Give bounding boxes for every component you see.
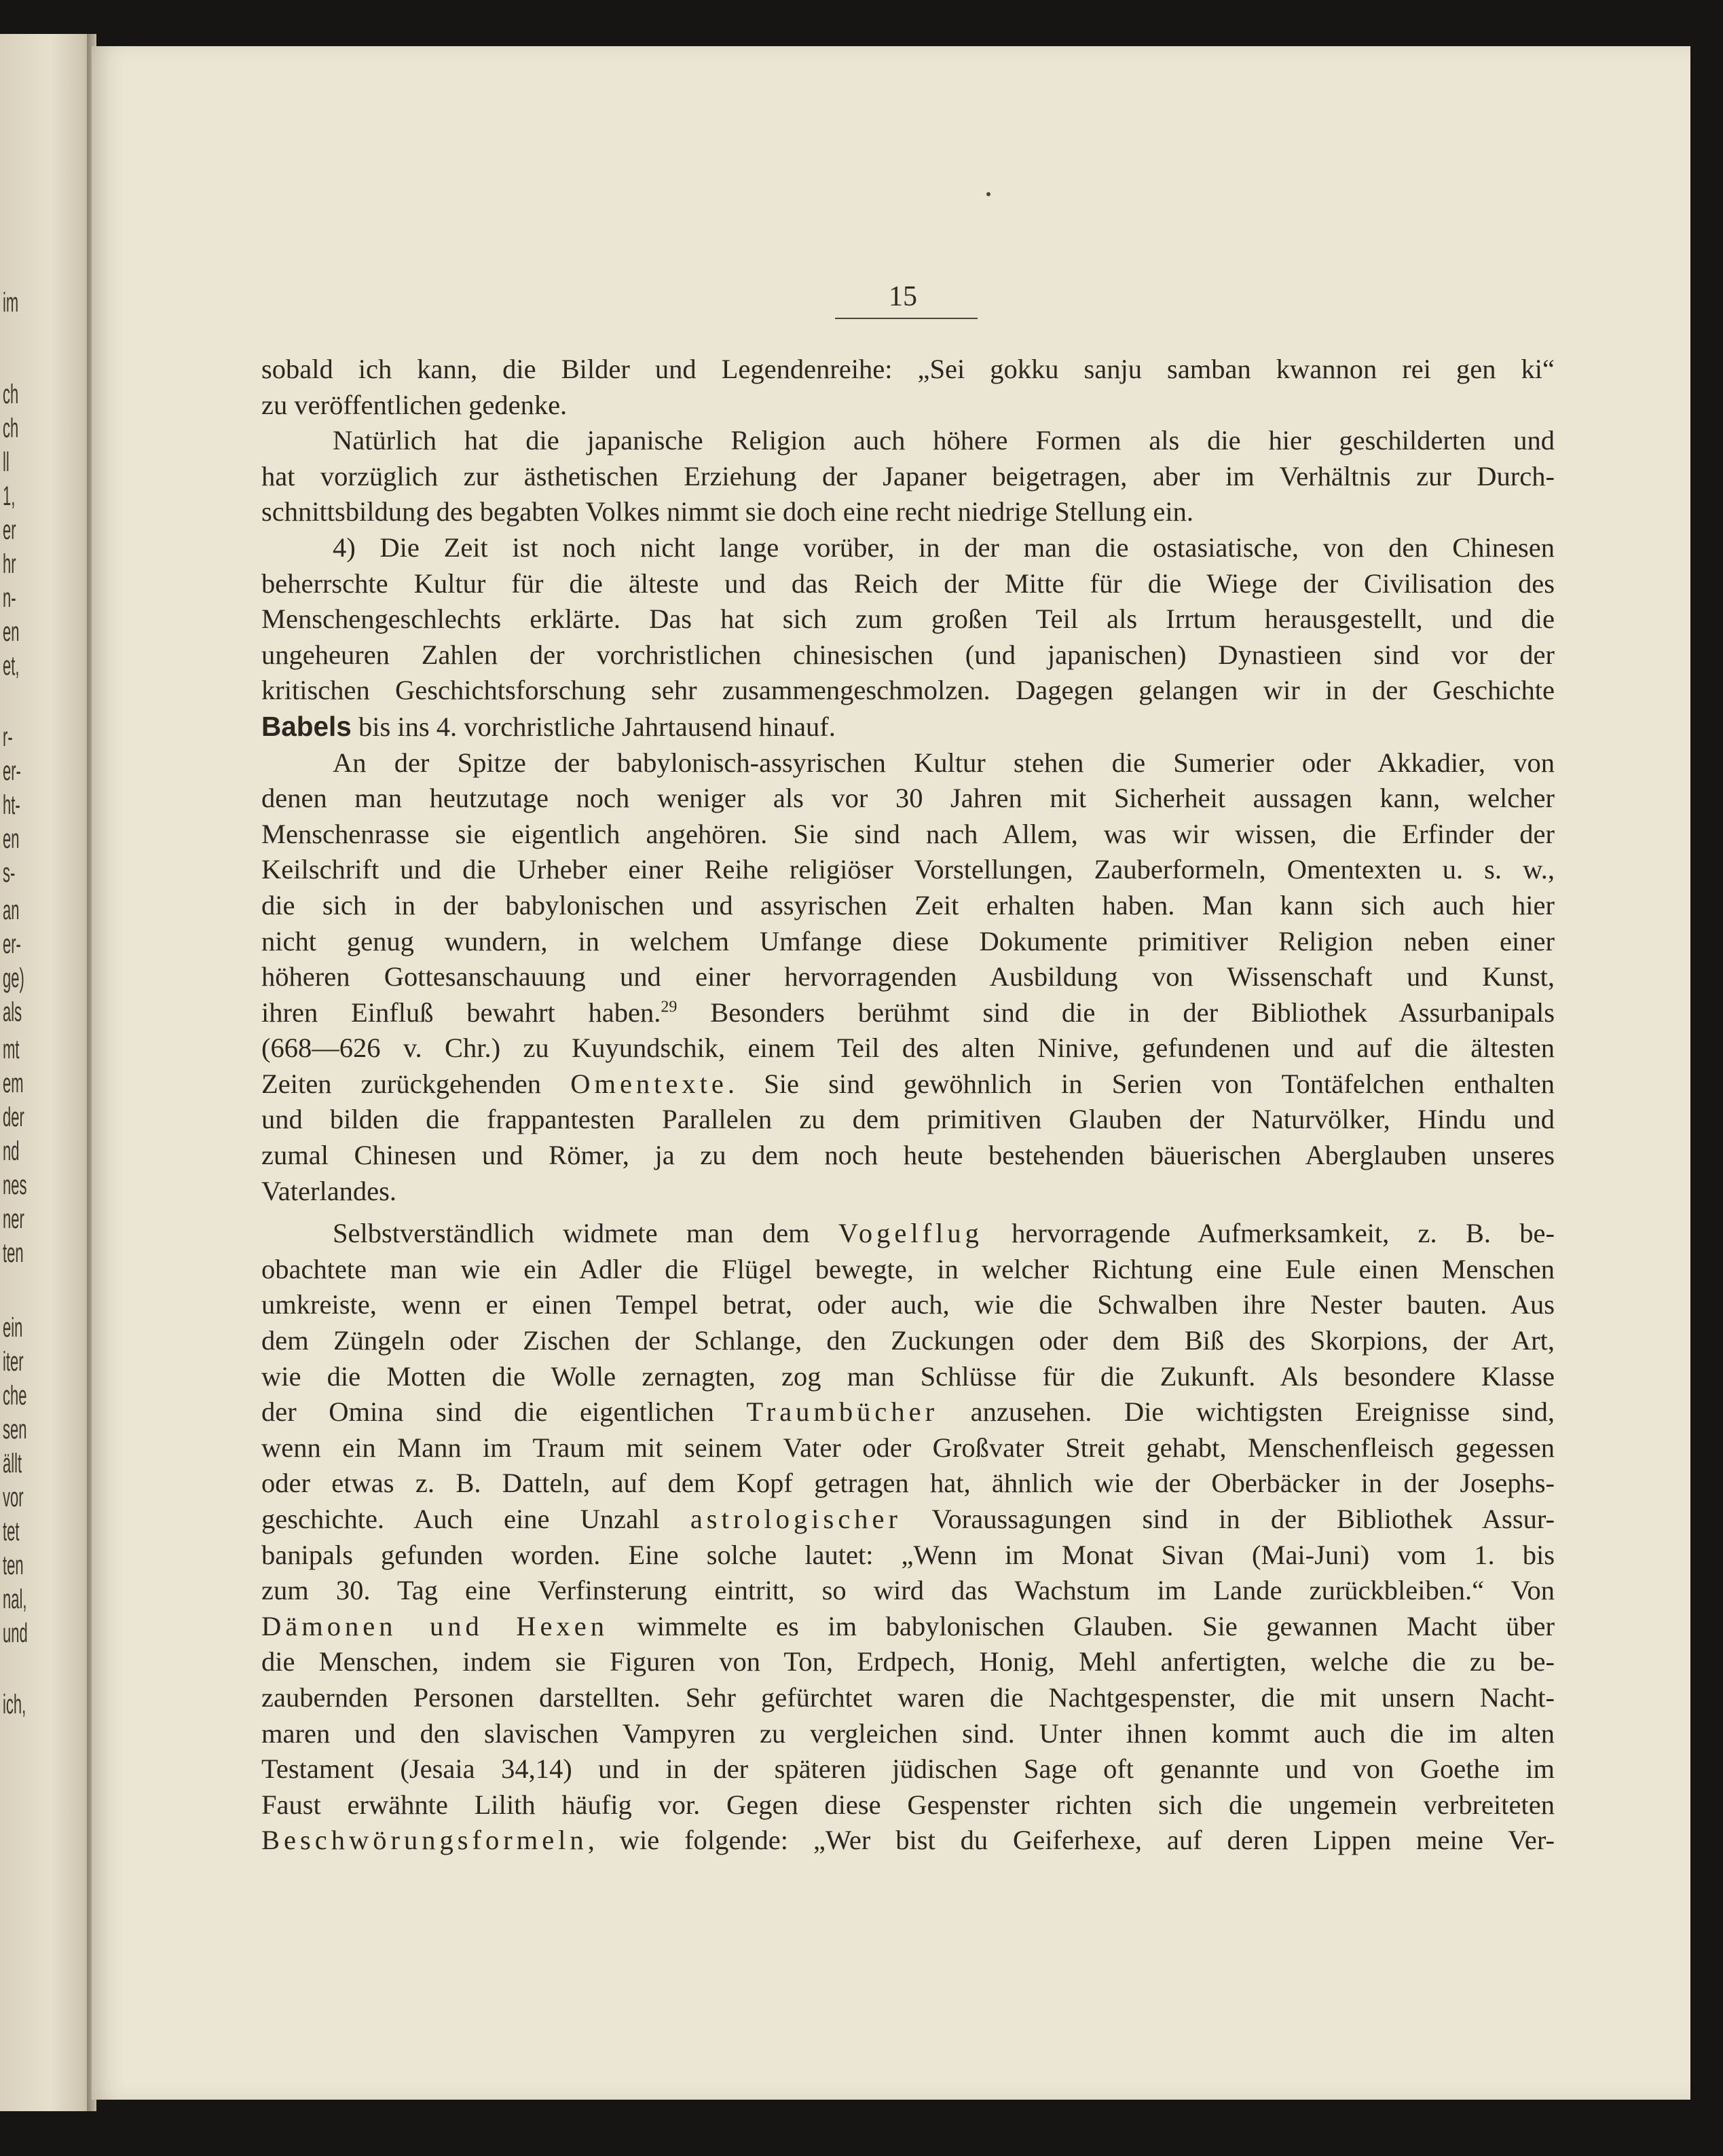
text-line: Zeiten zurückgehenden Omentexte. Sie sind gewöhnlich in Serien von Tontäfelchen enthalten — [261, 1068, 1555, 1099]
text-line: zumal Chinesen und Römer, ja zu dem noch heute bestehenden bäuerischen Aberglauben unseres — [261, 1140, 1555, 1171]
facing-page-fragment: ge) — [3, 963, 24, 993]
emphasis-babels: Babels — [261, 710, 352, 742]
facing-page-fragment: hr — [3, 549, 16, 579]
facing-page-fragment: der — [3, 1102, 24, 1132]
text-line: geschichte. Auch eine Unzahl astrologischer Voraussagungen sind in der Bibliothek Assur- — [261, 1504, 1555, 1534]
text-line: Keilschrift und die Urheber einer Reihe religiöser Vorstellungen, Zauberformeln, Omentexten u. s. w., — [261, 854, 1555, 885]
text-line: banipals gefunden worden. Eine solche lautet: „Wenn im Monat Sivan (Mai-Juni) vom 1. bis — [261, 1539, 1555, 1570]
facing-page-fragment: et, — [3, 651, 20, 681]
text-line: zu veröffentlichen gedenke. — [261, 389, 568, 420]
previous-page-edge — [0, 34, 92, 2111]
text-line: 4) Die Zeit ist noch nicht lange vorüber, in der man die ostasiatische, von den Chinesen — [333, 532, 1555, 563]
text-line: Menschenrasse sie eigentlich angehören. Sie sind nach Allem, was wir wissen, die Erfinder der — [261, 818, 1555, 849]
facing-page-fragment: mt — [3, 1035, 20, 1064]
paragraph — [261, 423, 1555, 530]
facing-page-fragment: ten — [3, 1550, 24, 1580]
paragraph — [261, 745, 1555, 1210]
facing-page-fragment: r- — [3, 722, 13, 752]
text-line: denen man heutzutage noch weniger als vor 30 Jahren mit Sicherheit aussagen kann, welcher — [261, 783, 1555, 814]
facing-page-fragment: en — [3, 824, 20, 854]
text-line: Babels bis ins 4. vorchristliche Jahrtausend hinauf. — [261, 710, 836, 742]
facing-page-fragment: nes — [3, 1170, 27, 1200]
paragraph — [261, 1216, 1555, 1859]
text-line: Beschwörungsformeln, wie folgende: „Wer bist du Geiferhexe, auf deren Lippen meine Ver- — [261, 1825, 1555, 1856]
text-line: obachtete man wie ein Adler die Flügel bewegte, in welcher Richtung eine Eule einen Menschen — [261, 1253, 1555, 1284]
facing-page-fragment: ein — [3, 1313, 23, 1343]
facing-page-fragment: ll — [3, 447, 10, 477]
text-line: beherrschte Kultur für die älteste und das Reich der Mitte für die Wiege der Civilisation des — [261, 568, 1555, 599]
facing-page-fragment: ällt — [3, 1449, 22, 1479]
facing-page-fragment: iter — [3, 1347, 24, 1377]
facing-page-fragment: em — [3, 1068, 24, 1098]
facing-page-fragment: vor — [3, 1483, 24, 1512]
book-page — [92, 46, 1690, 2100]
text-line: sobald ich kann, die Bilder und Legendenreihe: „Sei gokku sanju samban kwannon rei gen ki“ — [261, 354, 1555, 384]
text-line: Vaterlandes. — [261, 1175, 397, 1206]
text-line: Faust erwähnte Lilith häufig vor. Gegen diese Gespenster richten sich die ungemein verbreiteten — [261, 1789, 1555, 1820]
facing-page-fragment: s- — [3, 858, 16, 888]
text-line: die Menschen, indem sie Figuren von Ton, Erdpech, Honig, Mehl anfertigten, welche die zu be- — [261, 1646, 1555, 1677]
text-line: zum 30. Tag eine Verfinsterung eintritt, so wird das Wachstum im Lande zurückbleiben.“ Von — [261, 1575, 1555, 1606]
facing-page-fragment: als — [3, 997, 22, 1027]
text-line: Dämonen und Hexen wimmelte es im babylonischen Glauben. Sie gewannen Macht über — [261, 1610, 1555, 1641]
text-line: Testament (Jesaia 34,14) und in der späteren jüdischen Sage oft genannte und von Goethe im — [261, 1753, 1555, 1785]
text-line: umkreiste, wenn er einen Tempel betrat, oder auch, wie die Schwalben ihre Nester bauten. Aus — [261, 1289, 1555, 1320]
text-line: höheren Gottesanschauung und einer hervorragenden Ausbildung von Wissenschaft und Kunst, — [261, 961, 1555, 992]
text-line: Natürlich hat die japanische Religion auch höhere Formen als die hier geschilderten und — [333, 425, 1555, 456]
facing-page-fragment: nd — [3, 1136, 20, 1166]
text-line: schnittsbildung des begabten Volkes nimmt sie doch eine recht niedrige Stellung ein. — [261, 496, 1194, 527]
text-line: Menschengeschlechts erklärte. Das hat sich zum großen Teil als Irrtum herausgestellt, und die — [261, 603, 1555, 635]
text-line: die sich in der babylonischen und assyrischen Zeit erhalten haben. Man kann sich auch hier — [261, 889, 1555, 921]
text-line: der Omina sind die eigentlichen Traumbücher anzusehen. Die wichtigsten Ereignisse sind, — [261, 1396, 1555, 1428]
facing-page-fragment: im — [3, 288, 19, 318]
facing-page-fragment: an — [3, 895, 20, 925]
spaced-term: Traumbücher — [746, 1396, 939, 1428]
facing-page-fragment: nal, — [3, 1584, 27, 1614]
page-number-rule — [835, 318, 978, 319]
text-line: Selbstverständlich widmete man dem Vogelflug hervorragende Aufmerksamkeit, z. B. be- — [333, 1218, 1555, 1249]
text-line: wenn ein Mann im Traum mit seinem Vater oder Großvater Streit gehabt, Menschenfleisch gegessen — [261, 1432, 1555, 1463]
facing-page-fragment: ht- — [3, 790, 20, 820]
spaced-term: Vogelflug — [838, 1218, 983, 1249]
paragraph — [261, 530, 1555, 745]
facing-page-fragment: 1, — [3, 481, 16, 511]
text-line: nicht genug wundern, in welchem Umfange diese Dokumente primitiver Religion neben einer — [261, 925, 1555, 956]
page-number: 15 — [889, 281, 917, 312]
text-line: oder etwas z. B. Datteln, auf dem Kopf getragen hat, ähnlich wie der Oberbäcker in der Josephs- — [261, 1468, 1555, 1499]
facing-page-fragment: er — [3, 515, 16, 545]
facing-page-fragment: ten — [3, 1238, 24, 1268]
text-line: und bilden die frappantesten Parallelen zu dem primitiven Glauben der Naturvölker, Hindu und — [261, 1104, 1555, 1135]
text-line: kritischen Geschichtsforschung sehr zusammengeschmolzen. Dagegen gelangen wir in der Geschichte — [261, 675, 1555, 706]
spaced-term: Omentexte — [570, 1068, 728, 1099]
footnote-marker: 29 — [661, 998, 678, 1016]
paragraph — [261, 352, 1555, 423]
text-line: An der Spitze der babylonisch-assyrischen Kultur stehen die Sumerier oder Akkadier, von — [333, 747, 1555, 778]
facing-page-fragment: ch — [3, 413, 19, 443]
text-line: hat vorzüglich zur ästhetischen Erziehung der Japaner beigetragen, aber im Verhältnis zur Durch- — [261, 460, 1555, 491]
facing-page-fragment: er- — [3, 929, 21, 959]
text-line: dem Züngeln oder Zischen der Schlange, den Zuckungen oder dem Biß des Skorpions, der Art, — [261, 1325, 1555, 1356]
text-line: ungeheuren Zahlen der vorchristlichen chinesischen (und japanischen) Dynastieen sind vor der — [261, 639, 1555, 670]
body-text — [261, 352, 1555, 1859]
facing-page-fragment: che — [3, 1381, 27, 1411]
facing-page-fragment: ner — [3, 1204, 24, 1234]
spaced-term: Beschwörungsformeln — [261, 1825, 588, 1856]
spaced-term: Dämonen und Hexen — [261, 1610, 608, 1641]
facing-page-fragment: er- — [3, 756, 21, 786]
facing-page-fragment: und — [3, 1618, 28, 1648]
text-line: (668—626 v. Chr.) zu Kuyundschik, einem Teil des alten Ninive, gefundenen und auf die ältesten — [261, 1033, 1555, 1064]
print-speck — [986, 192, 990, 196]
facing-page-fragment: n- — [3, 583, 16, 613]
facing-page-fragment: en — [3, 617, 20, 647]
facing-page-fragment: tet — [3, 1517, 20, 1546]
facing-page-fragment: sen — [3, 1415, 27, 1445]
text-line: ihren Einfluß bewahrt haben.$^{29}$ Besonders berühmt sind die in der Bibliothek Assurbanipals — [261, 997, 1555, 1028]
text-line: maren und den slavischen Vampyren zu vergleichen sind. Unter ihnen kommt auch die im alten — [261, 1717, 1555, 1749]
text-line: zaubernden Personen darstellten. Sehr gefürchtet waren die Nachtgespenster, die mit unsern Nacht- — [261, 1681, 1555, 1713]
spaced-term: astrologischer — [690, 1504, 902, 1534]
text-line: wie die Motten die Wolle zernagten, zog man Schlüsse für die Zukunft. Als besondere Klasse — [261, 1360, 1555, 1392]
facing-page-fragment: ich, — [3, 1690, 26, 1720]
facing-page-fragment: ch — [3, 379, 19, 409]
